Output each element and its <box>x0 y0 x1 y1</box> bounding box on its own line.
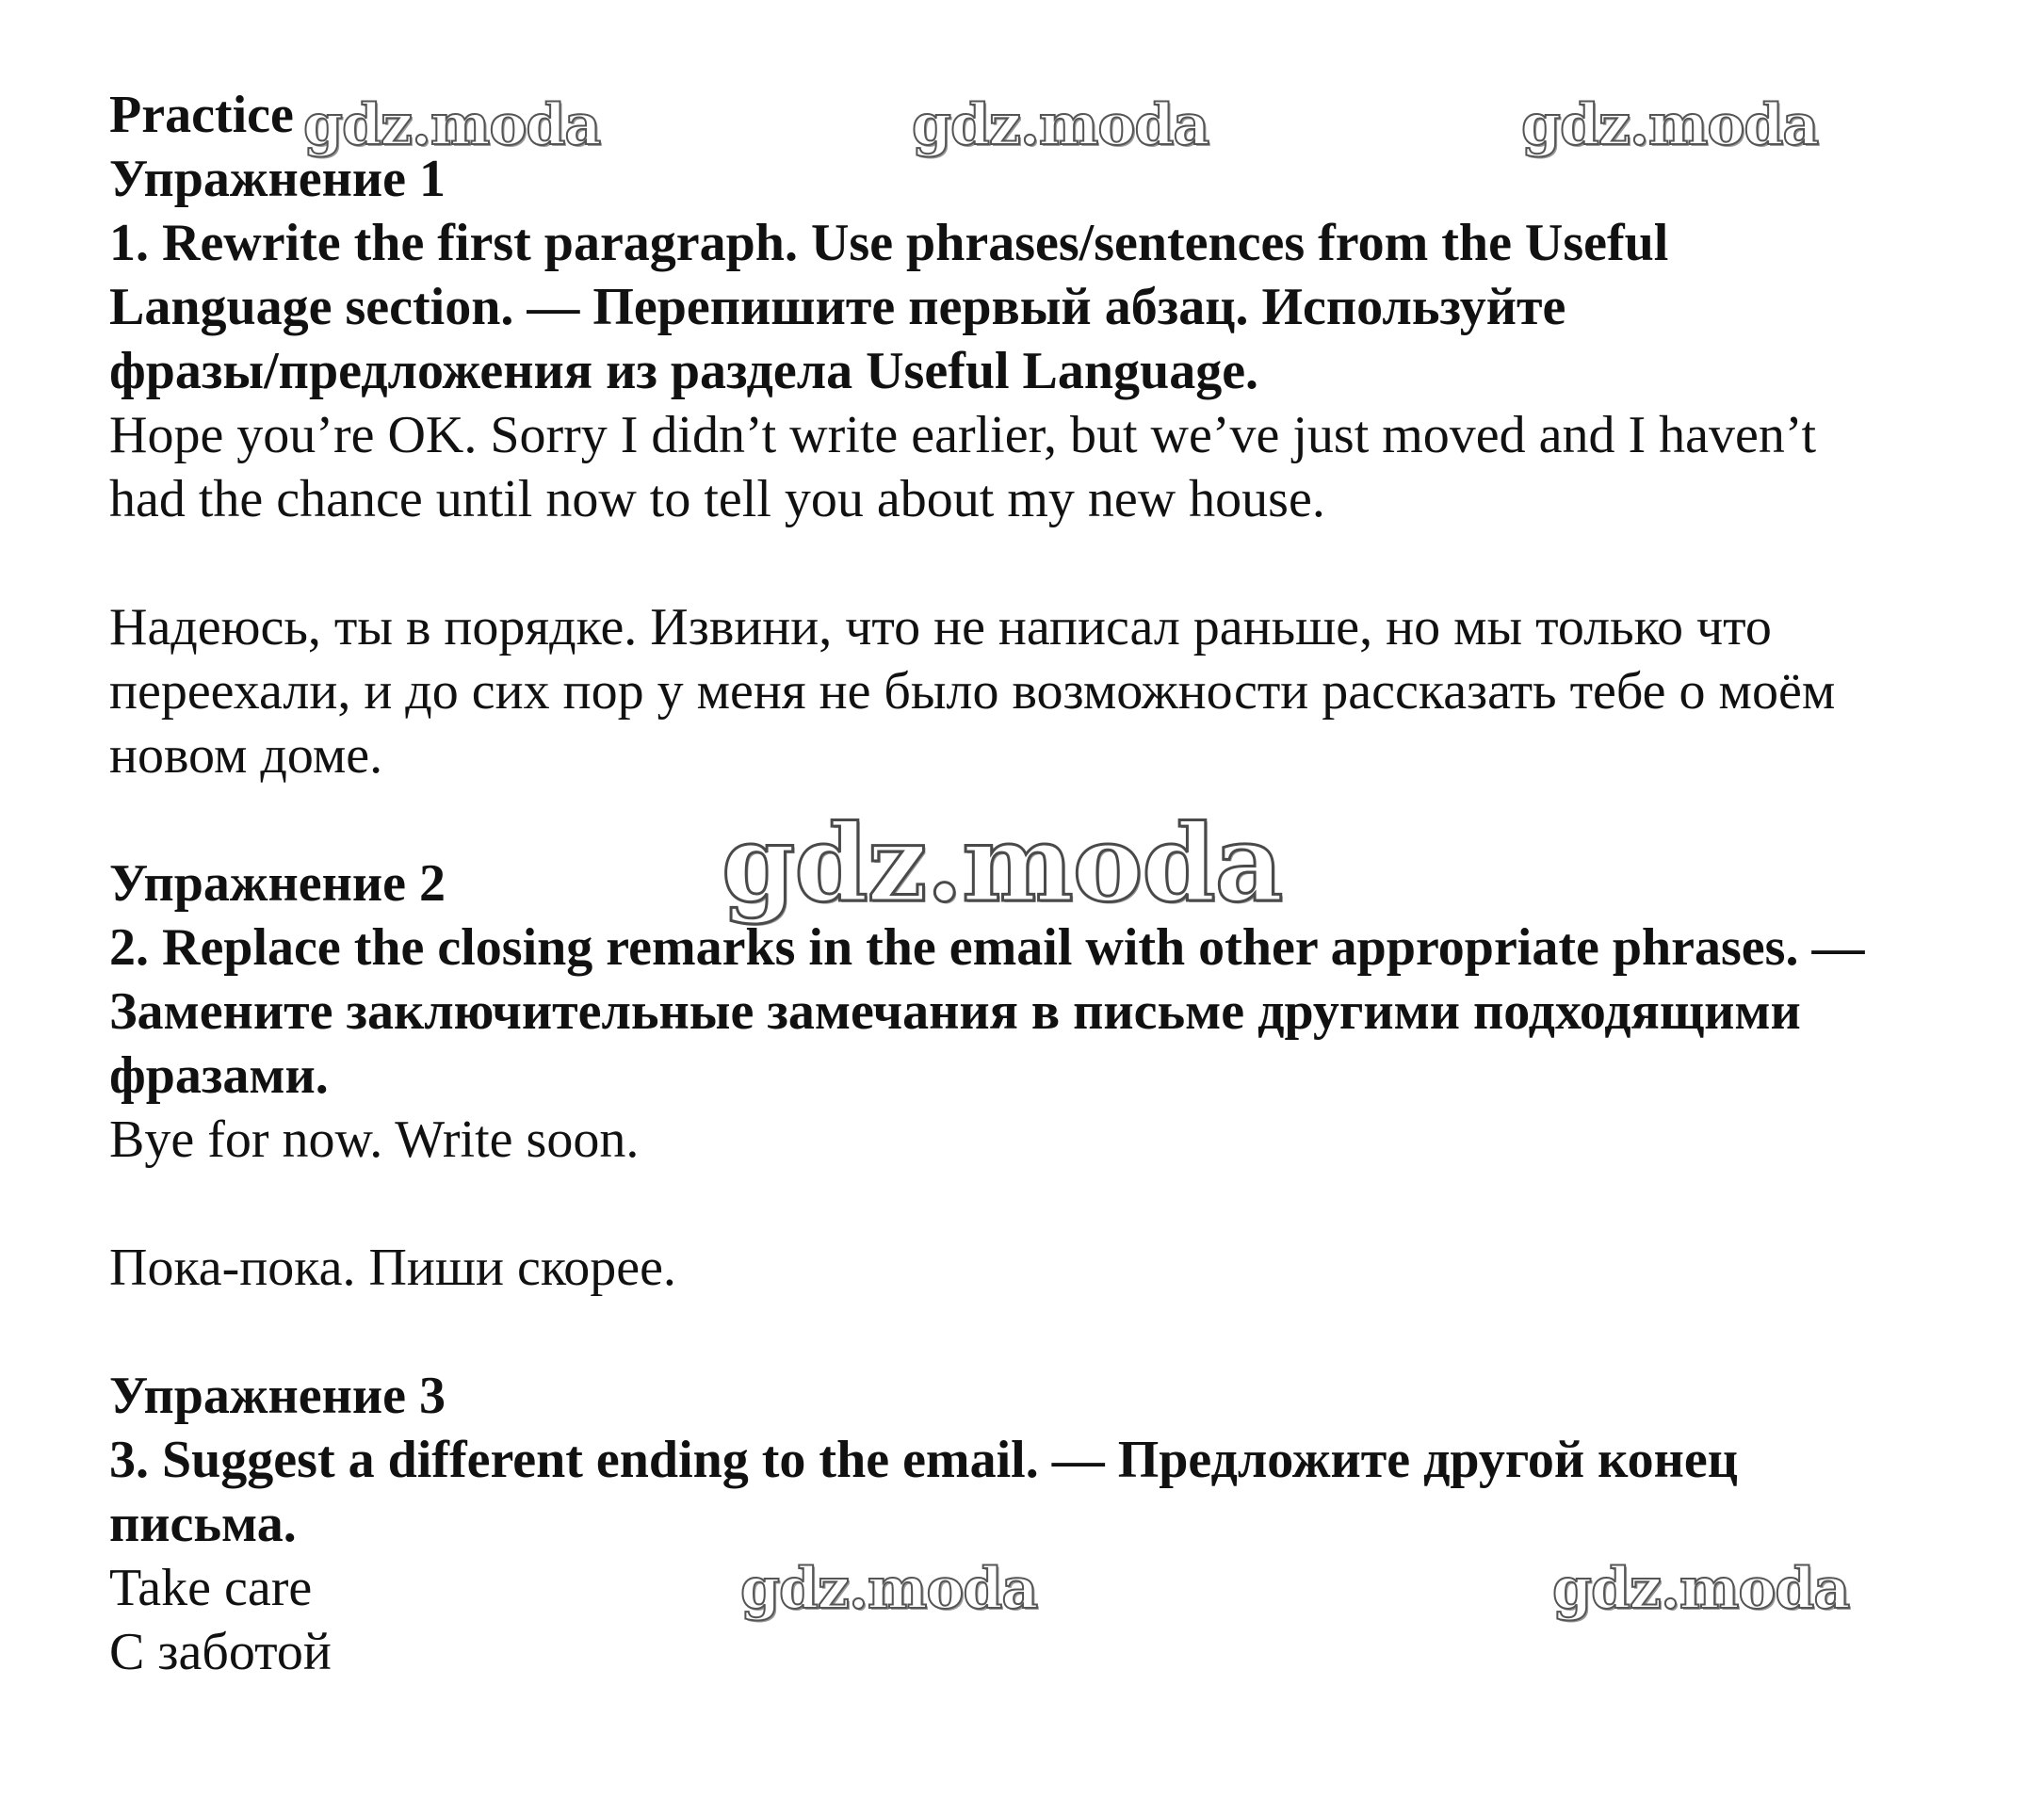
task-line: фразы/предложения из раздела Useful Language. <box>109 342 1259 400</box>
answer-line: Надеюсь, ты в порядке. Извини, что не написал раньше, но мы только что <box>109 598 1772 656</box>
page-heading: Practice <box>109 86 294 144</box>
exercise-task <box>109 211 1984 403</box>
task-line: письма. <box>109 1495 297 1553</box>
task-line: 3. Suggest a different ending to the email. — Предложите другой конец <box>109 1431 1739 1489</box>
watermark: gdz.moda <box>303 92 601 158</box>
task-line: Замените заключительные замечания в письме другими подходящими <box>109 982 1801 1041</box>
task-line: 2. Replace the closing remarks in the email with other appropriate phrases. — <box>109 918 1865 977</box>
document-page <box>109 83 1984 1684</box>
task-line: фразами. <box>109 1046 329 1105</box>
answer-english <box>109 1108 1984 1172</box>
watermark: gdz.moda <box>1552 1556 1850 1622</box>
answer-line: Пока-пока. Пиши скорее. <box>109 1239 676 1297</box>
answer-russian <box>109 1236 1984 1300</box>
answer-russian <box>109 1620 1984 1684</box>
exercise-label: Упражнение 3 <box>109 1367 446 1425</box>
watermark: gdz.moda <box>740 1556 1038 1622</box>
answer-line: переехали, и до сих пор у меня не было возможности рассказать тебе о моём <box>109 662 1836 721</box>
watermark: gdz.moda <box>912 92 1209 158</box>
answer-line: Hope you’re OK. Sorry I didn’t write earlier, but we’ve just moved and I haven’t <box>109 406 1817 464</box>
answer-russian <box>109 595 1984 787</box>
answer-line: новом доме. <box>109 726 383 785</box>
watermark: gdz.moda <box>722 802 1283 926</box>
exercise-2 <box>109 851 1984 1300</box>
answer-english <box>109 403 1984 531</box>
answer-line: had the chance until now to tell you about my new house. <box>109 470 1325 528</box>
answer-line: Take care <box>109 1559 313 1617</box>
exercise-1 <box>109 147 1984 787</box>
task-line: 1. Rewrite the first paragraph. Use phrases/sentences from the Useful <box>109 214 1669 272</box>
answer-line: С заботой <box>109 1623 332 1681</box>
answer-english <box>109 1556 1984 1620</box>
exercise-label: Упражнение 1 <box>109 150 446 208</box>
exercise-task <box>109 1428 1984 1556</box>
exercise-3 <box>109 1364 1984 1684</box>
watermark: gdz.moda <box>1521 92 1819 158</box>
exercise-task <box>109 916 1984 1108</box>
answer-line: Bye for now. Write soon. <box>109 1110 640 1169</box>
task-line: Language section. — Перепишите первый абзац. Используйте <box>109 278 1566 336</box>
exercise-label: Упражнение 2 <box>109 854 446 913</box>
